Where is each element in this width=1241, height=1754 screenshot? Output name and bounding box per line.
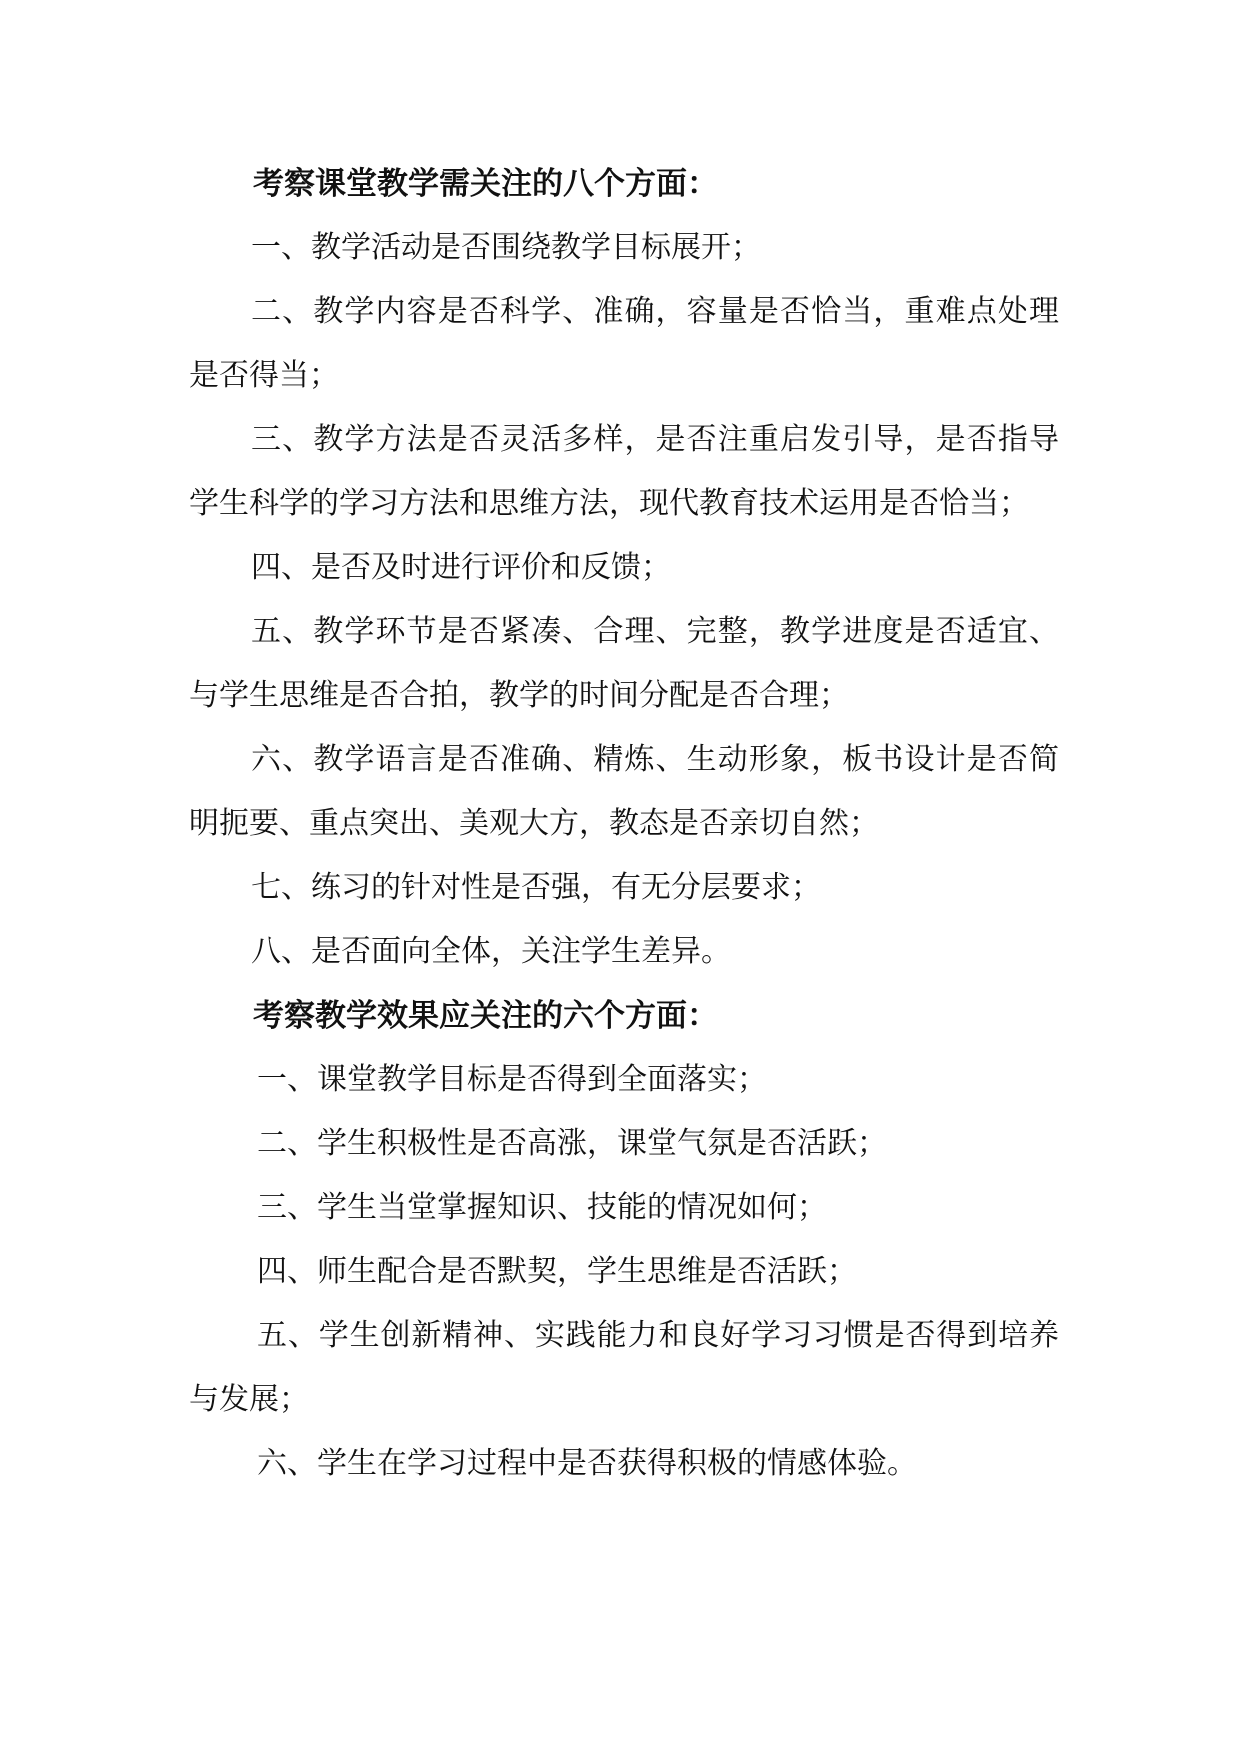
list-item: 二、教学内容是否科学、准确，容量是否恰当，重难点处理是否得当； — [189, 294, 1059, 393]
list-item: 五、学生创新精神、实践能力和良好学习习惯是否得到培养与发展； — [189, 1318, 1059, 1417]
list-item: 三、学生当堂掌握知识、技能的情况如何； — [257, 1190, 827, 1225]
section-heading: 考察教学效果应关注的六个方面： — [253, 998, 718, 1034]
item-list — [189, 1048, 1059, 1496]
item-list — [189, 216, 1059, 984]
list-item: 七、练习的针对性是否强，有无分层要求； — [251, 870, 821, 905]
list-item: 二、学生积极性是否高涨，课堂气氛是否活跃； — [257, 1126, 887, 1161]
section-classroom-teaching — [189, 152, 1059, 984]
list-item: 一、教学活动是否围绕教学目标展开； — [251, 230, 761, 265]
list-item: 六、教学语言是否准确、精炼、生动形象，板书设计是否简明扼要、重点突出、美观大方，教态是否亲切自然； — [189, 742, 1059, 841]
list-item: 五、教学环节是否紧凑、合理、完整，教学进度是否适宜、与学生思维是否合拍，教学的时间分配是否合理； — [189, 614, 1059, 713]
list-item: 三、教学方法是否灵活多样，是否注重启发引导，是否指导学生科学的学习方法和思维方法，现代教育技术运用是否恰当； — [189, 422, 1059, 521]
document-body — [189, 152, 1059, 1496]
list-item: 四、是否及时进行评价和反馈； — [251, 550, 671, 585]
section-teaching-effect — [189, 984, 1059, 1496]
list-item: 四、师生配合是否默契，学生思维是否活跃； — [257, 1254, 857, 1289]
list-item: 一、课堂教学目标是否得到全面落实； — [257, 1062, 767, 1097]
section-heading: 考察课堂教学需关注的八个方面： — [253, 166, 718, 202]
list-item: 六、学生在学习过程中是否获得积极的情感体验。 — [257, 1446, 917, 1481]
list-item: 八、是否面向全体，关注学生差异。 — [251, 934, 731, 969]
